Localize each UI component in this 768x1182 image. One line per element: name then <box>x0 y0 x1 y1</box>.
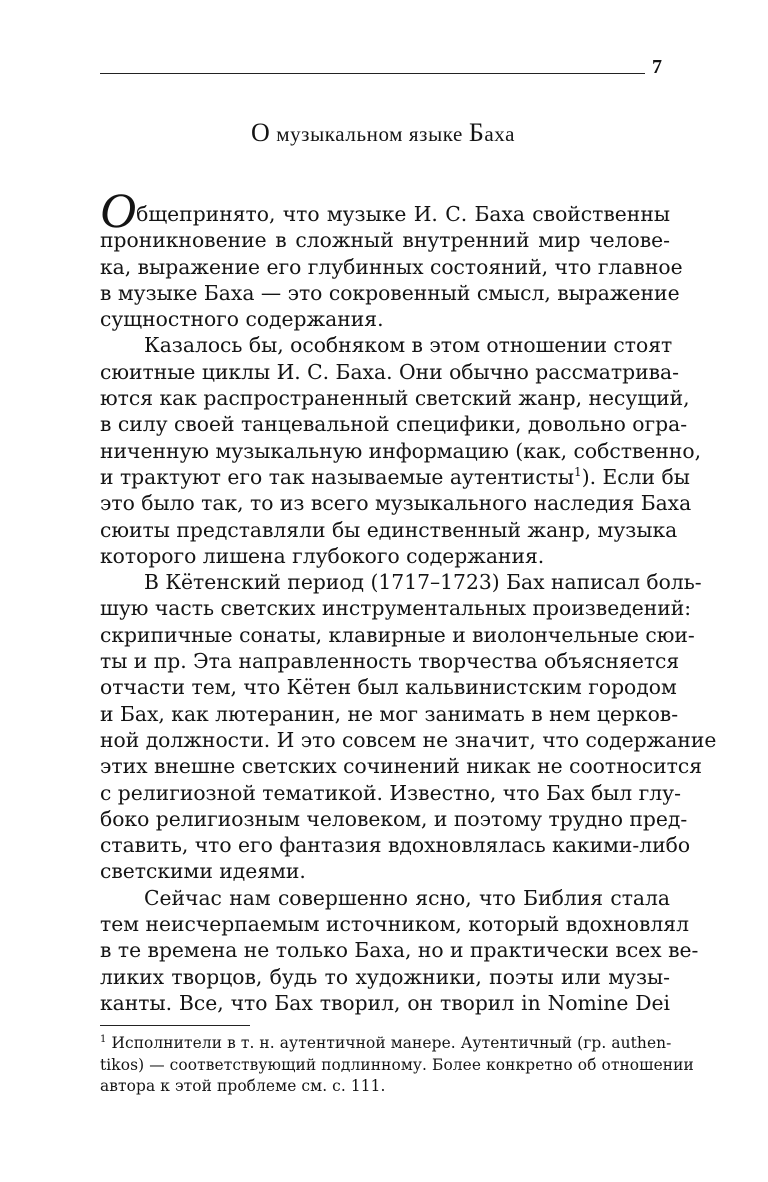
text-line: боко религиозным человеком, и поэтому трудно пред- <box>100 806 688 831</box>
text-line: ты и пр. Эта направленность творчества объясняется <box>100 649 680 674</box>
text-line: этих внешне светских сочинений никак не соотносится <box>100 754 703 779</box>
paragraph-3 <box>100 569 717 885</box>
text-line: ставить, что его фантазия вдохновлялась какими-либо <box>100 833 691 858</box>
chapter-title-part-2: аха <box>484 122 516 146</box>
page-number: 7 <box>652 56 662 78</box>
chapter-title-cap-b: Б <box>468 118 485 147</box>
text-line: сюитные циклы И. С. Баха. Они обычно рассматрива- <box>100 359 679 384</box>
chapter-title-cap-o: О <box>250 118 271 147</box>
text-line: скрипичные сонаты, клавирные и виолончельные сюи- <box>100 622 695 647</box>
chapter-title-part-1: музыкальном языке <box>270 122 469 146</box>
text-line: отчасти тем, что Кётен был кальвинистским городом <box>100 675 677 700</box>
header-rule <box>100 73 645 74</box>
text-line: светскими идеями. <box>100 859 306 884</box>
paragraph-2 <box>100 332 702 569</box>
text-line: ются как распространенный светский жанр, несущий, <box>100 386 690 411</box>
text-line: шую часть светских инструментальных произведений: <box>100 596 692 621</box>
footnote <box>100 1033 694 1098</box>
text-line: канты. Все, что Бах творил, он творил in Nomine Dei <box>100 990 670 1015</box>
footnote-ref: 1 <box>574 465 582 480</box>
text-line: это было так, то из всего музыкального наследия Баха <box>100 491 692 516</box>
text-line: которого лишена глубокого содержания. <box>100 543 545 568</box>
text-line: сущностного содержания. <box>100 307 384 332</box>
text-line: ниченную музыкальную информацию (как, собственно, <box>100 438 702 463</box>
text-line: и трактуют его так называемые аутентисты$^1$). Если бы <box>100 464 690 489</box>
text-line: ной должности. И это совсем не значит, что содержание <box>100 727 717 752</box>
text-line: тем неисчерпаемым источником, который вдохновлял <box>100 912 689 937</box>
text-line: в те времена не только Баха, но и практически всех ве- <box>100 938 699 963</box>
text-line: в музыке Баха — это сокровенный смысл, выражение <box>100 280 680 305</box>
text-line: сюиты представляли бы единственный жанр, музыка <box>100 517 678 542</box>
paragraph-4 <box>100 885 699 1016</box>
footnote-line: автора к этой проблеме см. с. 111. <box>100 1077 386 1095</box>
text-line: Общепринято, что музыке И. С. Баха свойственны <box>100 182 670 238</box>
footnote-marker: 1 <box>100 1033 107 1045</box>
body-text <box>100 182 717 1016</box>
text-line: с религиозной тематикой. Известно, что Бах был глу- <box>100 780 681 805</box>
footnote-rule <box>100 1025 250 1026</box>
text-line: Казалось бы, особняком в этом отношении стоят <box>144 333 673 358</box>
text-line: Сейчас нам совершенно ясно, что Библия стала <box>144 885 670 910</box>
text-line: ка, выражение его глубинных состояний, что главное <box>100 254 683 279</box>
text-line: и Бах, как лютеранин, не мог занимать в нем церков- <box>100 701 679 726</box>
text-line: проникновение в сложный внутренний мир челове- <box>100 228 670 253</box>
text-line: В Кётенский период (1717–1723) Бах написал боль- <box>144 570 702 595</box>
chapter-title <box>100 118 666 148</box>
text-line: ликих творцов, будь то художники, поэты или музы- <box>100 964 670 989</box>
drop-cap: О <box>100 182 137 238</box>
footnote-line: $^1$ Исполнители в т. н. аутентичной манере. Аутентичный (гр. authen- <box>100 1033 672 1052</box>
text-line: в силу своей танцевальной специфики, довольно огра- <box>100 412 688 437</box>
footnote-line: tikos) — соответствующий подлинному. Более конкретно об отношении <box>100 1055 694 1074</box>
paragraph-1 <box>100 182 683 332</box>
